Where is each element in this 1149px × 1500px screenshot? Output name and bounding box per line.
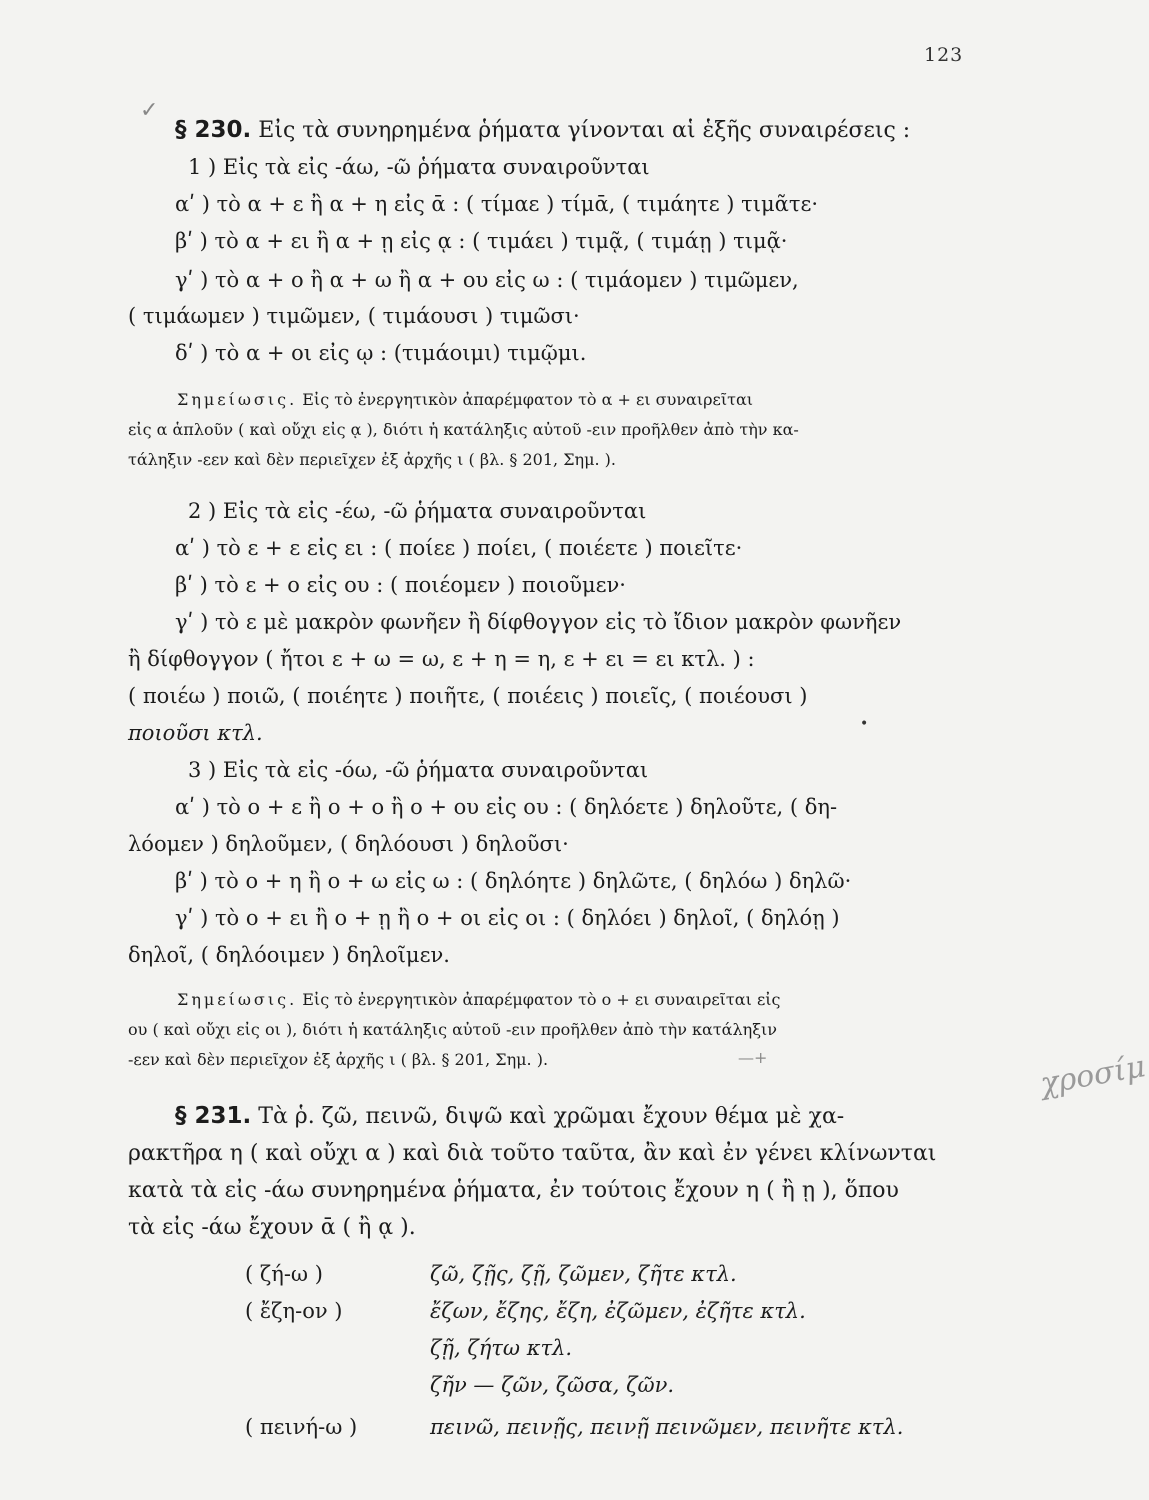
- rule-2-b: βʹ ) τὸ ε + ο εἰς ου : ( ποιέομεν ) ποιοῦμεν·: [175, 573, 626, 597]
- section-230-heading: [175, 116, 910, 145]
- rule-2-c-2: ἢ δίφθογγον ( ἤτοι ε + ω = ω, ε + η = η, ε + ει = ει κτλ. ) :: [128, 647, 755, 671]
- conjugation-stem: ( ἔζη-ον ): [245, 1299, 343, 1323]
- conjugation-forms: πεινῶ, πεινῇς, πεινῇ πεινῶμεν, πεινῆτε κτλ.: [430, 1415, 904, 1439]
- page-number: 123: [924, 44, 964, 66]
- conjugation-forms: ζῇ, ζήτω κτλ.: [430, 1336, 573, 1360]
- rule-3-intro: 3 ) Εἰς τὰ εἰς -όω, -ῶ ῥήματα συναιροῦνται: [188, 758, 649, 782]
- note-2-line-3: -εεν καὶ δὲν περιεῖχον ἐξ ἀρχῆς ι ( βλ. § 201, Σημ. ).: [128, 1050, 549, 1069]
- note-1-label: Σημείωσις.: [177, 390, 298, 409]
- section-231-line-3: κατὰ τὰ εἰς -άω συνηρημένα ῥήματα, ἐν τούτοις ἔχουν η ( ἢ ῃ ), ὅπου: [128, 1178, 899, 1203]
- rule-1-b: βʹ ) τὸ α + ει ἢ α + ῃ εἰς ᾳ : ( τιμάει ) τιμᾷ, ( τιμάῃ ) τιμᾷ·: [175, 229, 788, 253]
- rule-2-c-4: ποιοῦσι κτλ.: [128, 721, 263, 745]
- ink-dot: •: [860, 716, 869, 732]
- rule-2-c-1: γʹ ) τὸ ε μὲ μακρὸν φωνῆεν ἢ δίφθογγον εἰς τὸ ἴδιον μακρὸν φωνῆεν: [175, 610, 902, 634]
- margin-check-mark: ✓: [140, 98, 159, 123]
- rule-3-c-2: δηλοῖ, ( δηλόοιμεν ) δηλοῖμεν.: [128, 943, 450, 967]
- conjugation-stem: ( πεινή-ω ): [245, 1415, 358, 1439]
- rule-1-a: αʹ ) τὸ α + ε ἢ α + η εἰς ᾱ : ( τίμαε ) τίμᾱ, ( τιμάητε ) τιμᾶτε·: [175, 192, 819, 216]
- section-231-line-1: [175, 1102, 844, 1131]
- rule-3-c-1: γʹ ) τὸ ο + ει ἢ ο + ῃ ἢ ο + οι εἰς οι : ( δηλόει ) δηλοῖ, ( δηλόῃ ): [175, 906, 840, 930]
- note-1-line-3: τάληξιν -εεν καὶ δὲν περιεῖχεν ἐξ ἀρχῆς ι ( βλ. § 201, Σημ. ).: [128, 450, 616, 469]
- note-1-line-1: [177, 388, 753, 412]
- rule-1-c: γʹ ) τὸ α + ο ἢ α + ω ἢ α + ου εἰς ω : ( τιμάομεν ) τιμῶμεν,: [175, 268, 799, 292]
- rule-2-a: αʹ ) τὸ ε + ε εἰς ει : ( ποίεε ) ποίει, ( ποιέετε ) ποιεῖτε·: [175, 536, 743, 560]
- note-2-line-1: [177, 988, 780, 1012]
- rule-2-intro: 2 ) Εἰς τὰ εἰς -έω, -ῶ ῥήματα συναιροῦνται: [188, 499, 647, 523]
- section-231-label: § 231.: [175, 1103, 252, 1129]
- rule-3-a-2: λόομεν ) δηλοῦμεν, ( δηλόουσι ) δηλοῦσι·: [128, 832, 569, 856]
- rule-2-c-3: ( ποιέω ) ποιῶ, ( ποιέητε ) ποιῆτε, ( ποιέεις ) ποιεῖς, ( ποιέουσι ): [128, 684, 808, 708]
- rule-3-a-1: αʹ ) τὸ ο + ε ἢ ο + ο ἢ ο + ου εἰς ου : ( δηλόετε ) δηλοῦτε, ( δη-: [175, 795, 838, 819]
- note-2-label: Σημείωσις.: [177, 990, 298, 1009]
- conjugation-forms: ζῶ, ζῇς, ζῇ, ζῶμεν, ζῆτε κτλ.: [430, 1262, 737, 1286]
- section-230-heading-text: Εἰς τὰ συνηρημένα ῥήματα γίνονται αἱ ἑξῆς συναιρέσεις :: [258, 118, 911, 143]
- note-2-line-2: ου ( καὶ οὔχι εἰς οι ), διότι ἡ κατάληξις αὐτοῦ -ειν προῆλθεν ἀπὸ τὴν κατάληξιν: [128, 1020, 778, 1039]
- conjugation-forms: ζῆν — ζῶν, ζῶσα, ζῶν.: [430, 1373, 675, 1397]
- handwritten-margin-note: χροσίμ: [1037, 1049, 1148, 1102]
- conjugation-forms: ἔζων, ἔζης, ἔζη, ἐζῶμεν, ἐζῆτε κτλ.: [430, 1299, 806, 1323]
- note-1-line-2: εἰς α ἁπλοῦν ( καὶ οὔχι εἰς ᾳ ), διότι ἡ κατάληξις αὐτοῦ -ειν προῆλθεν ἀπὸ τὴν κα-: [128, 420, 799, 439]
- section-230-label: § 230.: [175, 117, 252, 143]
- rule-1-intro: 1 ) Εἰς τὰ εἰς -άω, -ῶ ῥήματα συναιροῦνται: [188, 155, 650, 179]
- rule-1-d: δʹ ) τὸ α + οι εἰς ῳ : (τιμάοιμι) τιμῷμι.: [175, 341, 587, 365]
- rule-1-c-cont: ( τιμάωμεν ) τιμῶμεν, ( τιμάουσι ) τιμῶσι·: [128, 304, 580, 328]
- conjugation-stem: ( ζή-ω ): [245, 1262, 323, 1286]
- section-231-text-1: Τὰ ῥ. ζῶ, πεινῶ, διψῶ καὶ χρῶμαι ἔχουν θέμα μὲ χα-: [258, 1104, 845, 1129]
- note-2-text-1: Εἰς τὸ ἐνεργητικὸν ἀπαρέμφατον τὸ ο + ει συναιρεῖται εἰς: [302, 990, 781, 1009]
- pencil-cross-mark: —+: [738, 1048, 768, 1067]
- section-231-line-4: τὰ εἰς -άω ἔχουν ᾱ ( ἢ ᾳ ).: [128, 1215, 416, 1240]
- rule-3-b: βʹ ) τὸ ο + η ἢ ο + ω εἰς ω : ( δηλόητε ) δηλῶτε, ( δηλόω ) δηλῶ·: [175, 869, 852, 893]
- note-1-text-1: Εἰς τὸ ἐνεργητικὸν ἀπαρέμφατον τὸ α + ει συναιρεῖται: [302, 390, 754, 409]
- section-231-line-2: ρακτῆρα η ( καὶ οὔχι α ) καὶ διὰ τοῦτο ταῦτα, ἂν καὶ ἐν γένει κλίνωνται: [128, 1141, 937, 1166]
